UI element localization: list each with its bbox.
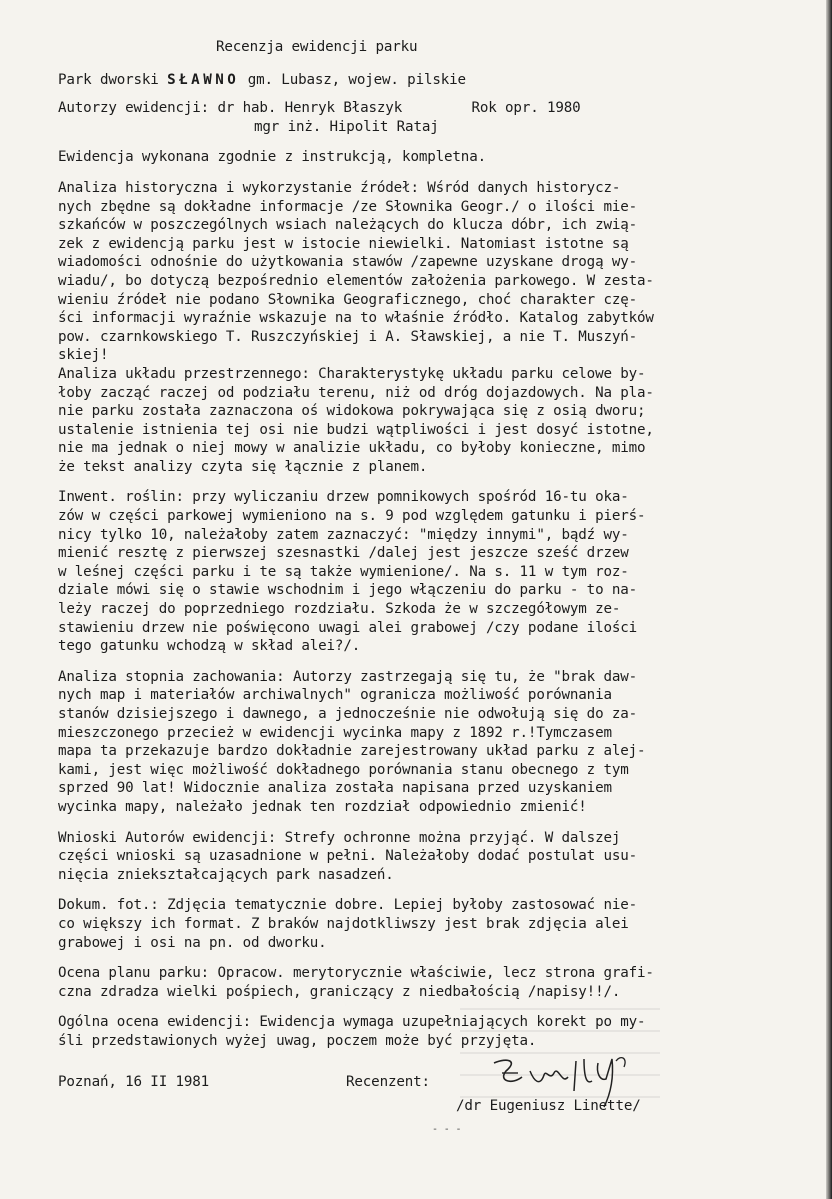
text-line: tego gatunku wchodzą w skład alei?/.	[58, 638, 361, 655]
review-paragraph	[58, 668, 810, 817]
text-line: że tekst analizy czyta się łącznie z planem.	[58, 458, 428, 475]
text-line: nych map i materiałów archiwalnych" ogranicza możliwość porównania	[58, 687, 612, 704]
text-line: mienić resztę z pierwszej szesnastki /dalej jest jeszcze sześć drzew	[58, 545, 629, 562]
text-line: ści informacji wyraźnie wskazuje na to właśnie źródło. Katalog zabytków	[58, 310, 654, 327]
review-body	[58, 148, 810, 1050]
text-line: Ocena planu parku: Opracow. merytorycznie właściwie, lecz strona grafi-	[58, 965, 654, 982]
text-line: kami, jest więc możliwość dokładnego porównania stanu obecnego z tym	[58, 761, 629, 778]
text-line: wycinka mapy, należało jednak ten rozdział odpowiednio zmienić!	[58, 798, 587, 815]
text-line: nych zbędne są dokładne informacje /ze Słownika Geogr./ o ilości mie-	[58, 198, 638, 215]
text-line: leży raczej do poprzedniego rozdziału. Szkoda że w szczegółowym ze-	[58, 601, 621, 618]
text-line: dziale mówi się o stawie wschodnim i jego włączeniu do parku - to na-	[58, 582, 638, 599]
park-name: SŁAWNO	[167, 71, 240, 88]
text-line: ustalenie istnienia tej osi nie budzi wątpliwości i jest dosyć istotne,	[58, 421, 654, 438]
text-line: nie parku została zaznaczona oś widokowa pokrywająca się z osią dworu;	[58, 403, 646, 420]
text-line: wieniu źródeł nie podano Słownika Geograficznego, choć charakter czę-	[58, 291, 638, 308]
text-line: Analiza układu przestrzennego: Charakterystykę układu parku celowe by-	[58, 365, 646, 382]
text-line: co większy ich format. Z braków najdotkliwszy jest brak zdjęcia alei	[58, 915, 629, 932]
text-line: czna zdradza wielki pośpiech, graniczący z niedbałością /napisy!!/.	[58, 983, 621, 1000]
text-line: w leśnej części parku i te są także wymienione/. Na s. 11 w tym roz-	[58, 563, 629, 580]
text-line: Ogólna ocena ewidencji: Ewidencja wymaga uzupełniających korekt po my-	[58, 1014, 646, 1031]
text-line: śli przedstawionych wyżej uwag, poczem może być przyjęta.	[58, 1032, 537, 1049]
authors-block	[58, 99, 810, 136]
park-prefix: Park dworski	[58, 71, 168, 88]
review-paragraph	[58, 896, 810, 952]
reviewer-label: Recenzent:	[346, 1073, 430, 1090]
text-line: nie ma jednak o niej mowy w analizie układu, co byłoby konieczne, mimo	[58, 440, 646, 457]
review-paragraph	[58, 829, 810, 885]
text-line: mieszczonego przecież w ewidencji wycinka mapy z 1892 r.!Tymczasem	[58, 724, 612, 741]
text-line: nicy tylko 10, należałoby zatem zaznaczyć: "między innymi", bądź wy-	[58, 526, 629, 543]
review-paragraph	[58, 488, 810, 655]
text-line: Inwent. roślin: przy wyliczaniu drzew pomnikowych spośród 16-tu oka-	[58, 489, 629, 506]
review-paragraph	[58, 148, 810, 167]
text-line: stawieniu drzew nie poświęcono uwagi alei grabowej /czy podane ilości	[58, 619, 638, 636]
text-line: Ewidencja wykonana zgodnie z instrukcją, kompletna.	[58, 149, 486, 166]
text-line: stanów dzisiejszego i dawnego, a jednocześnie nie odwołują się do za-	[58, 706, 638, 722]
text-line: Analiza historyczna i wykorzystanie źródeł: Wśród danych historycz-	[58, 179, 621, 196]
margin-mark: - - -	[432, 1123, 462, 1135]
review-paragraph	[58, 179, 810, 477]
text-line: skiej!	[58, 347, 109, 364]
text-line: zów w części parkowej wymieniono na s. 9 pod względem gatunku i pierś-	[58, 508, 646, 525]
park-suffix: gm. Lubasz, wojew. pilskie	[239, 71, 466, 88]
text-line: grabowej i osi na pn. od dworku.	[58, 934, 327, 951]
text-line: nięcia zniekształcających park nasadzeń.	[58, 866, 394, 883]
signature-block	[58, 1073, 810, 1143]
text-line: Wnioski Autorów ewidencji: Strefy ochronne można przyjąć. W dalszej	[58, 829, 621, 846]
text-line: Dokum. fot.: Zdjęcia tematycznie dobre. Lepiej byłoby zastosować nie-	[58, 897, 638, 914]
author-1: dr hab. Henryk Błaszyk	[217, 100, 403, 117]
park-line	[58, 71, 810, 90]
text-line: łoby zacząć raczej od podziału terenu, niż od dróg dojazdowych. Na pla-	[58, 384, 654, 401]
review-paragraph	[58, 964, 810, 1001]
scan-edge	[826, 0, 832, 1199]
text-line: części wnioski są uzasadnione w pełni. Należałoby dodać postulat usu-	[58, 848, 638, 865]
review-paragraph	[58, 1013, 810, 1050]
place-date: Poznań, 16 II 1981	[58, 1073, 210, 1090]
review-document	[58, 38, 810, 1143]
text-line: zek z ewidencją parku jest w istocie niewielki. Natomiast istotne są	[58, 235, 629, 252]
document-title: Recenzja ewidencji parku	[216, 39, 418, 55]
authors-label: Autorzy ewidencji:	[58, 100, 210, 117]
text-line: mapa ta przekazuje bardzo dokładnie zarejestrowany układ parku z alej-	[58, 743, 646, 760]
text-line: Analiza stopnia zachowania: Autorzy zastrzegają się tu, że "brak daw-	[58, 668, 638, 685]
author-2: mgr inż. Hipolit Rataj	[254, 118, 439, 135]
text-line: wiadu/, bo dotyczą bezpośrednio elementów założenia parkowego. W zesta-	[58, 272, 654, 289]
text-line: sprzed 90 lat! Widocznie analiza została napisana przed uzyskaniem	[58, 780, 612, 797]
year-of-preparation: Rok opr. 1980	[471, 100, 581, 117]
text-line: szkańców w poszczególnych wsiach należących do klucza dóbr, ich zwią-	[58, 217, 638, 234]
text-line: pow. czarnkowskiego T. Ruszczyńskiej i A. Sławskiej, a nie T. Muszyń-	[58, 328, 638, 345]
text-line: wiadomości odnośnie do użytkowania stawów /zapewne uzyskane drogą wy-	[58, 254, 638, 271]
reviewer-name: /dr Eugeniusz Linette/	[456, 1097, 641, 1114]
